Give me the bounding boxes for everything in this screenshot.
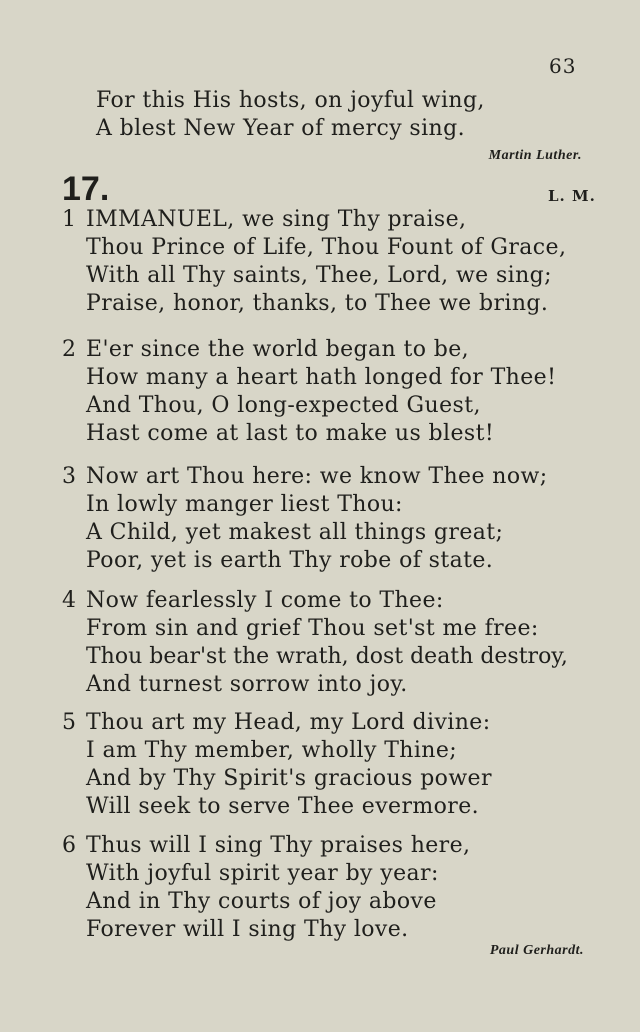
verse-line: And turnest sorrow into joy. [86, 672, 408, 697]
verse-line: How many a heart hath longed for Thee! [86, 365, 557, 390]
verse-line: Thus will I sing Thy praises here, [86, 833, 471, 858]
verse-line: Now fearlessly I come to Thee: [86, 588, 444, 613]
verse-line: Hast come at last to make us blest! [86, 421, 495, 446]
verse-line: IMMANUEL, we sing Thy praise, [86, 207, 467, 232]
verse-line: I am Thy member, wholly Thine; [86, 738, 458, 763]
stanza-number: 5 [62, 710, 76, 735]
verse-line: A blest New Year of mercy sing. [96, 116, 465, 141]
verse-line: Will seek to serve Thee evermore. [86, 794, 480, 819]
stanza-number: 3 [62, 464, 76, 489]
verse-line: And by Thy Spirit's gracious power [86, 766, 492, 791]
hymn-meter: L. M. [548, 187, 596, 205]
hymn-number: 17. [62, 170, 110, 208]
verse-line: In lowly manger liest Thou: [86, 492, 403, 517]
verse-line: Thou Prince of Life, Thou Fount of Grace, [86, 235, 567, 260]
verse-line: Thou art my Head, my Lord divine: [86, 710, 491, 735]
verse-line: Forever will I sing Thy love. [86, 917, 409, 942]
stanza-number: 4 [62, 588, 76, 613]
verse-line: And in Thy courts of joy above [86, 889, 437, 914]
previous-hymn-author: Martin Luther. [488, 148, 582, 163]
verse-line: Thou bear'st the wrath, dost death destroy, [86, 644, 568, 669]
verse-line: E'er since the world began to be, [86, 337, 470, 362]
verse-line: With joyful spirit year by year: [86, 861, 439, 886]
stanza-number: 2 [62, 337, 76, 362]
verse-line: And Thou, O long-expected Guest, [86, 393, 481, 418]
verse-line: Praise, honor, thanks, to Thee we bring. [86, 291, 549, 316]
verse-line: A Child, yet makest all things great; [86, 520, 504, 545]
verse-line: With all Thy saints, Thee, Lord, we sing; [86, 263, 552, 288]
hymn-author: Paul Gerhardt. [489, 943, 584, 958]
page-number: 63 [549, 54, 577, 78]
stanza-number: 6 [62, 833, 76, 858]
verse-line: For this His hosts, on joyful wing, [96, 88, 485, 113]
stanza-number: 1 [62, 207, 76, 232]
verse-line: From sin and grief Thou set'st me free: [86, 616, 539, 641]
verse-line: Poor, yet is earth Thy robe of state. [86, 548, 494, 573]
verse-line: Now art Thou here: we know Thee now; [86, 464, 548, 489]
